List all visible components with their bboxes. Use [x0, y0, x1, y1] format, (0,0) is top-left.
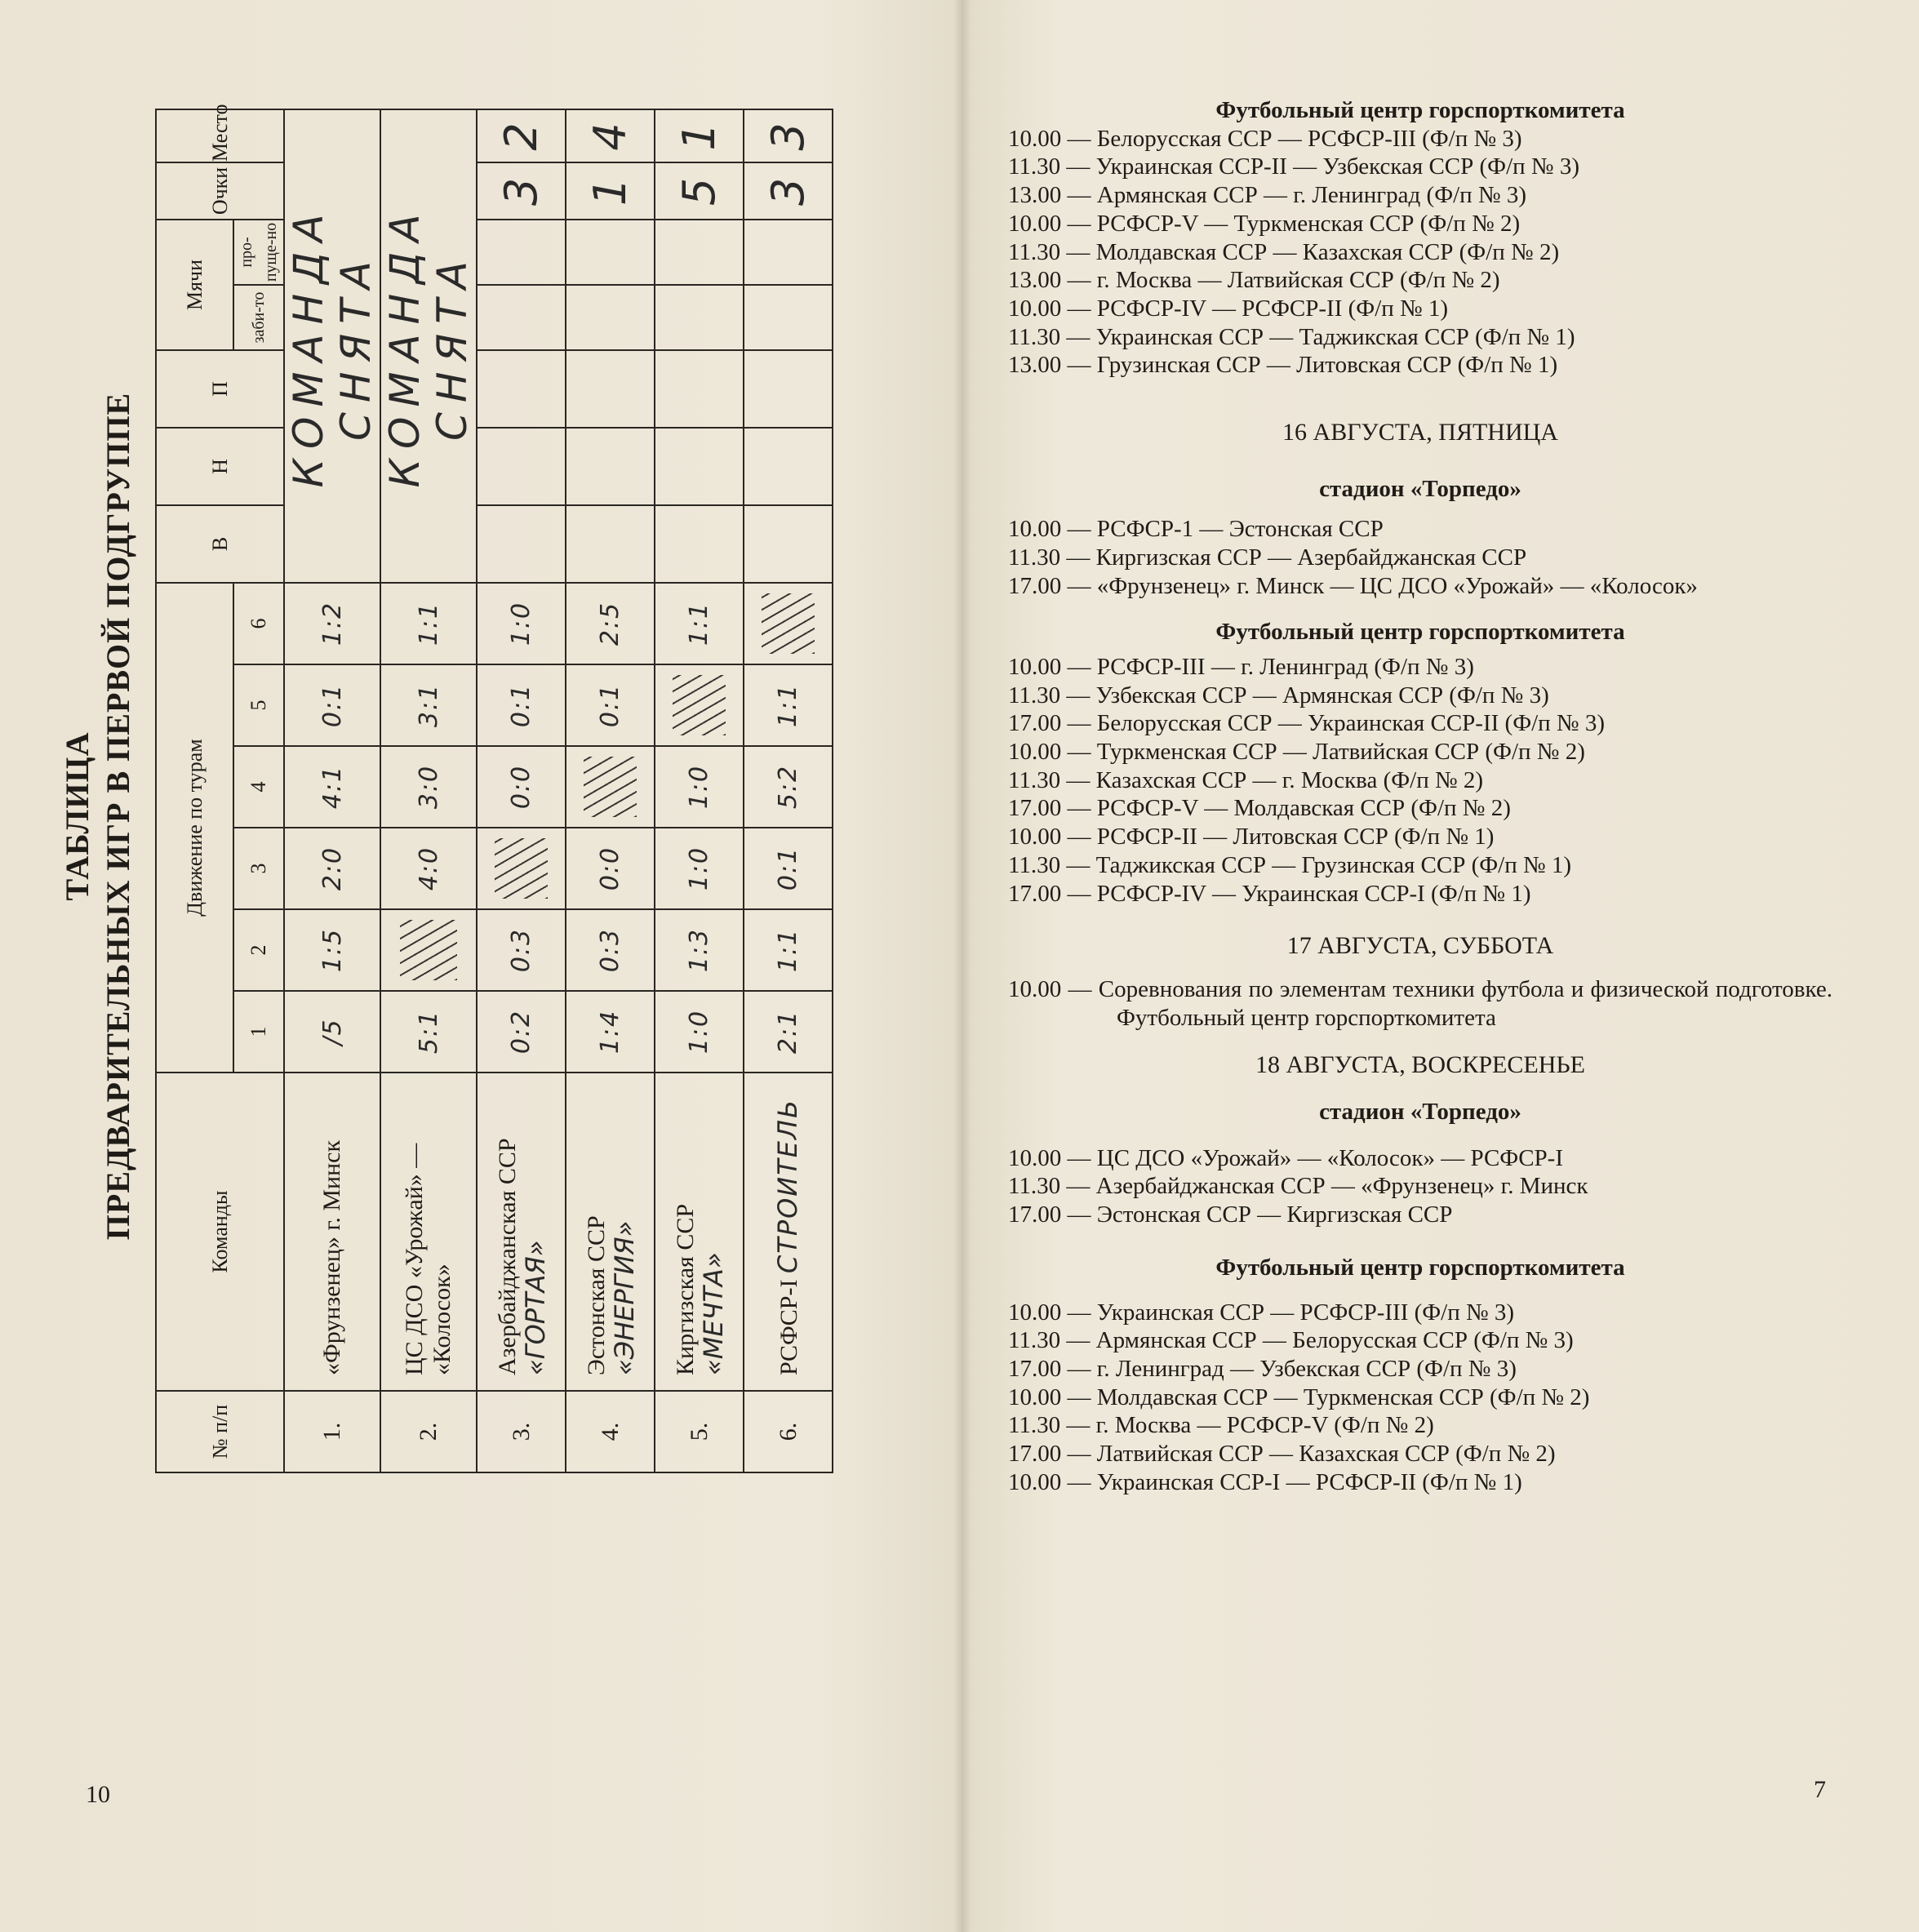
losses-cell — [566, 350, 655, 428]
hatch-mark — [673, 675, 725, 735]
points-cell: 5 — [655, 162, 744, 220]
header-tour-5: 5 — [233, 664, 284, 746]
tour-3-score: 1:0 — [655, 828, 744, 909]
match-line: 10.00 — Белорусская ССР — РСФСР-III (Ф/п № 3) — [1008, 125, 1522, 152]
spacer — [1008, 504, 1832, 515]
match-line: 17.00 — РСФСР-IV — Украинская ССР-I (Ф/п № 1) — [1008, 880, 1531, 907]
team-name — [744, 1073, 833, 1391]
match-line: 13.00 — г. Москва — Латвийская ССР (Ф/п № 2) — [1008, 267, 1500, 294]
tour-1-score: 1:4 — [566, 991, 655, 1073]
tour-4-score: 0:0 — [477, 746, 566, 828]
row-num: 2. — [380, 1391, 477, 1472]
wins-cell — [744, 505, 833, 583]
table-row — [655, 109, 744, 1472]
scored-cell — [477, 285, 566, 350]
table-title-line2: ПРЕДВАРИТЕЛЬНЫХ ИГР В ПЕРВОЙ ПОДГРУППЕ — [100, 392, 136, 1241]
team-nickname: «МЕЧТА» — [697, 1252, 729, 1375]
tour-6-score: 1:1 — [655, 583, 744, 664]
schedule — [1008, 96, 1832, 1497]
table-row — [477, 109, 566, 1472]
draws-cell — [566, 428, 655, 505]
tour-5-score: 0:1 — [477, 664, 566, 746]
row-num: 6. — [744, 1391, 833, 1472]
stadium-heading: стадион «Торпедо» — [1319, 1099, 1521, 1126]
event-line: 10.00 — Соревнования по элементам техники футбола и физической подготовке. Футбольный центр горспорткомитета — [1008, 975, 1832, 1031]
header-conceded: про-пуще-но — [233, 220, 284, 285]
row-num: 5. — [655, 1391, 744, 1472]
header-wins: В — [156, 505, 284, 583]
team-name — [477, 1073, 566, 1391]
team-nickname: «ЭНЕРГИЯ» — [608, 1220, 640, 1375]
scored-cell — [566, 285, 655, 350]
header-tour-3: 3 — [233, 828, 284, 909]
tour-2-score: 0:3 — [477, 909, 566, 991]
page-number-right: 7 — [1814, 1776, 1826, 1803]
team-withdrawn-note: КОМАНДА СНЯТА — [380, 109, 477, 583]
match-line: 10.00 — РСФСР-III — г. Ленинград (Ф/п № 3) — [1008, 653, 1474, 680]
losses-cell — [477, 350, 566, 428]
tour-5-hatched — [655, 664, 744, 746]
header-tour-4: 4 — [233, 746, 284, 828]
day-heading: 17 АВГУСТА, СУББОТА — [1286, 932, 1554, 960]
scored-cell — [655, 285, 744, 350]
place-cell: 4 — [566, 109, 655, 162]
conceded-cell — [566, 220, 655, 285]
spacer — [1008, 646, 1832, 653]
match-line: 10.00 — Туркменская ССР — Латвийская ССР (Ф/п № 2) — [1008, 739, 1585, 766]
team-name-text: Азербайджанская ССР — [493, 1138, 521, 1375]
tour-5-score: 1:1 — [744, 664, 833, 746]
hatch-mark — [400, 920, 457, 980]
header-tour-1: 1 — [233, 991, 284, 1073]
place-cell: 3 — [744, 109, 833, 162]
team-name-text: РСФСР-I — [775, 1279, 802, 1375]
spacer — [1008, 1282, 1832, 1299]
match-line: 17.00 — «Фрунзенец» г. Минск — ЦС ДСО «Урожай» — «Колосок» — [1008, 572, 1698, 599]
tour-4-score: 5:2 — [744, 746, 833, 828]
page-number-left: 10 — [86, 1781, 110, 1808]
team-name — [566, 1073, 655, 1391]
match-line: 10.00 — ЦС ДСО «Урожай» — «Колосок» — РСФСР-I — [1008, 1144, 1563, 1171]
conceded-cell — [477, 220, 566, 285]
tour-5-score: 3:1 — [380, 664, 477, 746]
section-header: Футбольный центр горспорткомитета — [1215, 97, 1625, 123]
draws-cell — [744, 428, 833, 505]
wins-cell — [477, 505, 566, 583]
spacer — [1008, 1080, 1832, 1098]
tour-5-score: 0:1 — [284, 664, 380, 746]
team-name — [655, 1073, 744, 1391]
spacer — [1008, 1126, 1832, 1144]
match-line: 10.00 — РСФСР-1 — Эстонская ССР — [1008, 516, 1384, 543]
match-line: 10.00 — Украинская ССР-I — РСФСР-II (Ф/п № 1) — [1008, 1468, 1522, 1495]
tour-4-score: 4:1 — [284, 746, 380, 828]
match-line: 17.00 — Латвийская ССР — Казахская ССР (Ф/п № 2) — [1008, 1441, 1556, 1468]
tour-1-score: 1:0 — [655, 991, 744, 1073]
tour-4-score: 3:0 — [380, 746, 477, 828]
tour-2-score: 0:3 — [566, 909, 655, 991]
spacer — [1008, 908, 1832, 932]
page-fold — [953, 0, 971, 1932]
spacer — [1008, 447, 1832, 476]
standings-table-rotated — [0, 0, 950, 1632]
tour-6-score: 1:2 — [284, 583, 380, 664]
hatch-mark — [584, 757, 636, 817]
tour-5-score: 0:1 — [566, 664, 655, 746]
match-line: 17.00 — Эстонская ССР — Киргизская ССР — [1008, 1201, 1453, 1228]
match-line: 11.30 — Казахская ССР — г. Москва (Ф/п № 2) — [1008, 766, 1484, 793]
wins-cell — [566, 505, 655, 583]
tour-6-score: 1:0 — [477, 583, 566, 664]
wins-cell — [655, 505, 744, 583]
match-line: 11.30 — г. Москва — РСФСР-V (Ф/п № 2) — [1008, 1412, 1434, 1439]
losses-cell — [744, 350, 833, 428]
tour-2-score: 1:5 — [284, 909, 380, 991]
header-num: № п/п — [156, 1391, 284, 1472]
tour-6-score: 1:1 — [380, 583, 477, 664]
match-line: 13.00 — Армянская ССР — г. Ленинград (Ф/п № 3) — [1008, 182, 1527, 209]
spacer — [1008, 1032, 1832, 1051]
tour-1-score: /5 — [284, 991, 380, 1073]
table-row — [284, 109, 380, 1472]
header-draws: Н — [156, 428, 284, 505]
header-tour-6: 6 — [233, 583, 284, 664]
header-tour-2: 2 — [233, 909, 284, 991]
row-num: 1. — [284, 1391, 380, 1472]
hatch-mark — [762, 593, 814, 654]
draws-cell — [477, 428, 566, 505]
table-title — [57, 0, 139, 1632]
stadium-heading: стадион «Торпедо» — [1319, 476, 1521, 503]
team-name — [380, 1073, 477, 1391]
tour-3-score: 4:0 — [380, 828, 477, 909]
team-name-text: Эстонская ССР — [582, 1215, 610, 1375]
scored-cell — [744, 285, 833, 350]
section-header: Футбольный центр горспорткомитета — [1215, 1254, 1625, 1281]
match-line: 11.30 — Украинская ССР-II — Узбекская ССР (Ф/п № 3) — [1008, 153, 1579, 180]
losses-cell — [655, 350, 744, 428]
match-line: 10.00 — РСФСР-II — Литовская ССР (Ф/п № 1) — [1008, 824, 1495, 851]
match-line: 10.00 — Молдавская ССР — Туркменская ССР (Ф/п № 2) — [1008, 1383, 1590, 1410]
points-cell: 3 — [477, 162, 566, 220]
points-cell: 1 — [566, 162, 655, 220]
section-header: Футбольный центр горспорткомитета — [1215, 619, 1625, 646]
table-row — [380, 109, 477, 1472]
match-line: 11.30 — Азербайджанская ССР — «Фрунзенец» г. Минск — [1008, 1173, 1588, 1200]
hatch-mark — [495, 838, 547, 899]
team-name-text: Киргизская ССР — [671, 1203, 699, 1375]
place-cell: 2 — [477, 109, 566, 162]
place-cell: 1 — [655, 109, 744, 162]
spacer — [1008, 1229, 1832, 1254]
team-name-text: ЦС ДСО «Урожай» — «Колосок» — [401, 1143, 455, 1375]
match-line: 13.00 — Грузинская ССР — Литовская ССР (Ф/п № 1) — [1008, 352, 1558, 379]
match-line: 11.30 — Украинская ССР — Таджикская ССР (Ф/п № 1) — [1008, 323, 1575, 350]
team-nickname: «ГОРТАЯ» — [519, 1240, 551, 1375]
draws-cell — [655, 428, 744, 505]
match-line: 17.00 — Белорусская ССР — Украинская ССР-II (Ф/п № 3) — [1008, 710, 1606, 737]
tour-3-hatched — [477, 828, 566, 909]
spacer — [1008, 961, 1832, 975]
table-title-line1: ТАБЛИЦА — [59, 731, 96, 901]
spacer — [1008, 600, 1832, 618]
tour-4-score: 1:0 — [655, 746, 744, 828]
spacer — [1008, 380, 1832, 419]
tour-6-score: 2:5 — [566, 583, 655, 664]
tour-1-score: 0:2 — [477, 991, 566, 1073]
row-num: 3. — [477, 1391, 566, 1472]
header-teams: Команды — [156, 1073, 284, 1391]
match-line: 17.00 — РСФСР-V — Молдавская ССР (Ф/п № 2) — [1008, 795, 1511, 822]
team-name — [284, 1073, 380, 1391]
row-num: 4. — [566, 1391, 655, 1472]
match-line: 11.30 — Узбекская ССР — Армянская ССР (Ф/п № 3) — [1008, 682, 1549, 708]
points-cell: 3 — [744, 162, 833, 220]
match-line: 11.30 — Таджикская ССР — Грузинская ССР (Ф/п № 1) — [1008, 851, 1572, 878]
tour-3-score: 2:0 — [284, 828, 380, 909]
match-line: 11.30 — Армянская ССР — Белорусская ССР (Ф/п № 3) — [1008, 1327, 1574, 1354]
match-line: 10.00 — РСФСР-V — Туркменская ССР (Ф/п № 2) — [1008, 210, 1521, 237]
standings-table — [155, 104, 833, 1473]
header-movement: Движение по турам — [156, 583, 233, 1073]
tour-6-hatched — [744, 583, 833, 664]
tour-1-score: 2:1 — [744, 991, 833, 1073]
table-row — [566, 109, 655, 1472]
tour-2-hatched — [380, 909, 477, 991]
match-line: 10.00 — РСФСР-IV — РСФСР-II (Ф/п № 1) — [1008, 295, 1449, 322]
team-nickname: СТРОИТЕЛЬ — [771, 1098, 803, 1274]
conceded-cell — [744, 220, 833, 285]
header-balls: Мячи — [156, 220, 233, 350]
day-heading: 18 АВГУСТА, ВОСКРЕСЕНЬЕ — [1255, 1051, 1585, 1079]
match-line: 11.30 — Молдавская ССР — Казахская ССР (Ф/п № 2) — [1008, 238, 1560, 265]
tour-1-score: 5:1 — [380, 991, 477, 1073]
match-line: 17.00 — г. Ленинград — Узбекская ССР (Ф/п № 3) — [1008, 1356, 1517, 1382]
tour-2-score: 1:3 — [655, 909, 744, 991]
tour-3-score: 0:0 — [566, 828, 655, 909]
match-line: 10.00 — Украинская ССР — РСФСР-III (Ф/п № 3) — [1008, 1299, 1515, 1326]
header-place: Место — [156, 109, 284, 162]
header-scored: заби-то — [233, 285, 284, 350]
day-heading: 16 АВГУСТА, ПЯТНИЦА — [1282, 419, 1558, 446]
table-row — [744, 109, 833, 1472]
tour-2-score: 1:1 — [744, 909, 833, 991]
tour-4-hatched — [566, 746, 655, 828]
team-name-text: «Фрунзенец» г. Минск — [318, 1139, 345, 1375]
header-points: Очки — [156, 162, 284, 220]
header-losses: П — [156, 350, 284, 428]
conceded-cell — [655, 220, 744, 285]
match-line: 11.30 — Киргизская ССР — Азербайджанская ССР — [1008, 544, 1527, 571]
tour-3-score: 0:1 — [744, 828, 833, 909]
team-withdrawn-note: КОМАНДА СНЯТА — [284, 109, 380, 583]
